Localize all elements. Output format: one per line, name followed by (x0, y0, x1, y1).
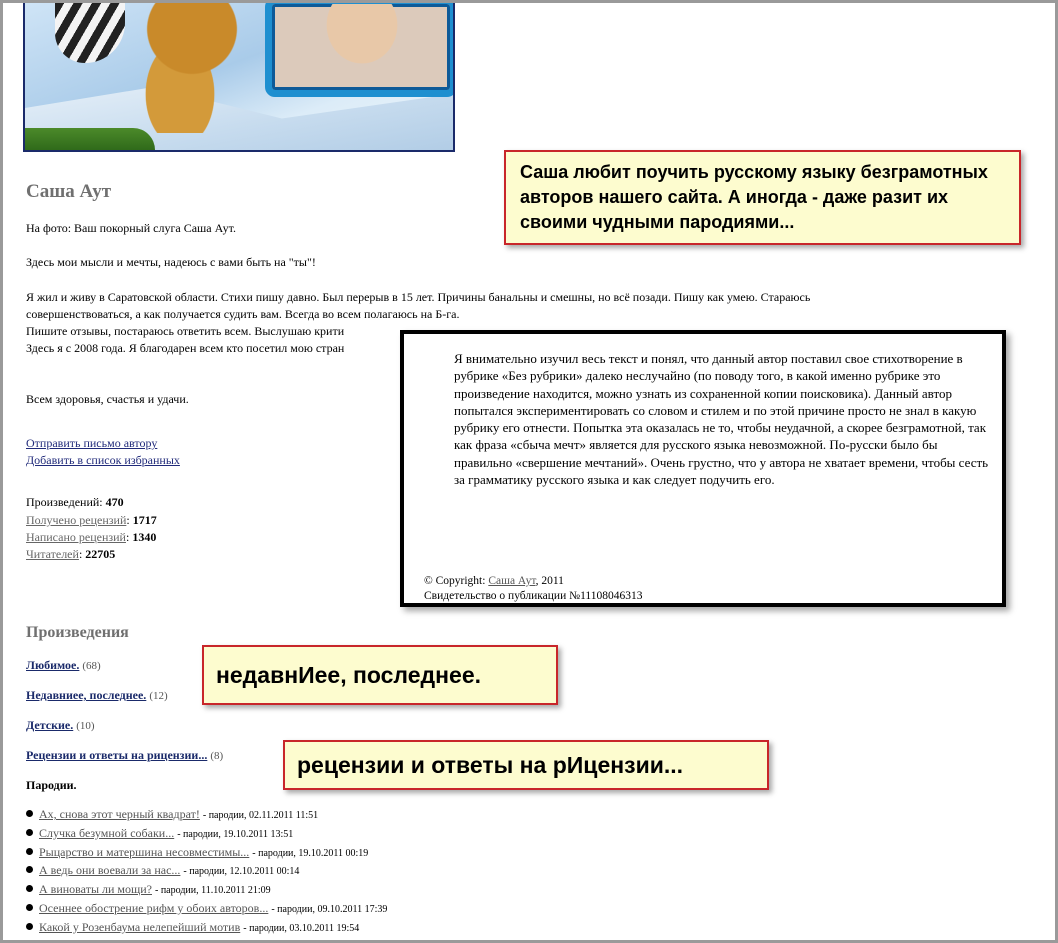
callout-top-note: Саша любит поучить русскому языку безграмотных авторов нашего сайта. А иногда - даже разит их своими чудными пародиями... (504, 150, 1021, 245)
stat-received: Получено рецензий: 1717 (26, 513, 157, 527)
photo-caption: На фото: Ваш покорный слуга Саша Аут. (26, 221, 237, 235)
category-recent (26, 688, 168, 703)
publication-certificate: Свидетельство о публикации №11108046313 (424, 590, 643, 602)
category-link[interactable]: Недавниее, последнее. (26, 688, 147, 702)
callout-reviews-note: рецензии и ответы на рИцензии... (283, 740, 769, 790)
list-item (26, 880, 387, 899)
send-letter-link[interactable]: Отправить письмо автору (26, 436, 158, 450)
photo-face (317, 4, 407, 74)
stat-written: Написано рецензий: 1340 (26, 530, 157, 544)
review-copyright: © Copyright: Саша Аут, 2011 Свидетельство о публикации №11108046313 (424, 575, 643, 602)
callout-recent-note: недавнИее, последнее. (202, 645, 558, 705)
list-item (26, 899, 387, 918)
parody-meta: - пародии, 11.10.2011 21:09 (155, 885, 271, 897)
bullet-icon (26, 848, 33, 855)
stat-readers-value: 22705 (85, 547, 116, 561)
readers-link[interactable]: Читателей (26, 547, 79, 561)
photo-grass (25, 128, 155, 150)
intro-text: Здесь мои мысли и мечты, надеюсь с вами быть на "ты"! (26, 255, 316, 269)
parody-link[interactable]: Осеннее обострение рифм у обоих авторов... (39, 900, 269, 915)
parody-link[interactable]: А виноваты ли мощи? (39, 882, 152, 897)
parody-section-title: Пародии. (26, 778, 77, 792)
list-item (26, 918, 387, 937)
category-count: (68) (82, 660, 101, 672)
copyright-prefix: © Copyright: (424, 575, 486, 587)
parody-link[interactable]: Рыцарство и матершина несовместимы... (39, 844, 250, 859)
category-reviews (26, 748, 223, 763)
parody-link[interactable]: Случка безумной собаки... (39, 825, 175, 840)
bullet-icon (26, 904, 33, 911)
parody-meta: - пародии, 03.10.2011 19:54 (243, 922, 360, 934)
author-name: Саша Аут (26, 181, 112, 202)
author-header-photo (23, 3, 455, 152)
parody-meta: - пародии, 19.10.2011 13:51 (177, 828, 294, 840)
parody-list (26, 805, 387, 937)
parody-meta: - пародии, 02.11.2011 11:51 (202, 810, 319, 821)
category-kids (26, 718, 95, 733)
parody-meta: - пародии, 12.10.2011 00:14 (183, 866, 300, 878)
bio-line-2: совершенствоваться, а как получается судить вам. Всегда во всем полагаюсь на Б-га. (26, 307, 460, 321)
parody-meta: - пародии, 09.10.2011 17:39 (271, 903, 388, 915)
copyright-author-link[interactable]: Саша Аут (488, 575, 536, 587)
photo-portrait-frame (265, 3, 455, 97)
parody-link[interactable]: Ах, снова этот черный квадрат! (39, 807, 200, 821)
stat-received-value: 1717 (132, 513, 157, 527)
bullet-icon (26, 885, 33, 892)
received-reviews-link[interactable]: Получено рецензий (26, 513, 127, 527)
list-item (26, 843, 387, 862)
stat-written-value: 1340 (132, 530, 157, 544)
parody-link[interactable]: Какой у Розенбаума нелепейший мотив (39, 919, 241, 934)
stat-works-label: Произведений: (26, 495, 103, 509)
stat-works (26, 494, 124, 510)
bullet-icon (26, 866, 33, 873)
review-quote-box (400, 330, 1006, 607)
written-reviews-link[interactable]: Написано рецензий (26, 530, 126, 544)
bullet-icon (26, 923, 33, 930)
add-favorites-link[interactable]: Добавить в список избранных (26, 453, 180, 467)
category-count: (8) (210, 750, 224, 762)
works-title: Произведения (26, 624, 129, 641)
bio-line-3: Пишите отзывы, постараюсь ответить всем. Выслушаю крити (26, 324, 345, 338)
category-link[interactable]: Рецензии и ответы на рицензии... (26, 748, 208, 762)
parody-meta: - пародии, 19.10.2011 00:19 (252, 847, 369, 859)
stat-works-value: 470 (105, 495, 124, 509)
photo-zebra (55, 3, 125, 63)
list-item (26, 805, 387, 824)
category-count: (12) (149, 690, 168, 702)
category-count: (10) (76, 720, 95, 732)
bullet-icon (26, 829, 33, 836)
category-link[interactable]: Детские. (26, 718, 74, 732)
photo-lion (120, 3, 240, 133)
parody-link[interactable]: А ведь они воевали за нас... (39, 863, 181, 878)
list-item (26, 861, 387, 880)
category-favorite (26, 658, 101, 673)
category-link[interactable]: Любимое. (26, 658, 80, 672)
stat-readers: Читателей: 22705 (26, 547, 116, 561)
wishes-text: Всем здоровья, счастья и удачи. (26, 392, 189, 406)
bio-line-1: Я жил и живу в Саратовской области. Стихи пишу давно. Был перерыв в 15 лет. Причины банальны и смешны, но всё позади. Пишу как умею. Стараюсь (26, 290, 811, 304)
bullet-icon (26, 810, 33, 817)
list-item (26, 824, 387, 843)
copyright-year: 2011 (541, 575, 564, 587)
review-text: Я внимательно изучил весь текст и понял, что данный автор поставил свое стихотворение в рубрике «Без рубрики» далеко неслучайно (по поводу того, в какой именно рубрике это произведение находится, можно узнать из сохраненной копии поисковика). Данный автор попытался экспериментировать со словом и стилем и по этой причине просто не знал в какую рубрику его отнести. Попытка эта оказалась не то, чтобы неудачной, а скорее безграмотной, так как фраза «сбыча мечт» является для русского языка невозможной. По-русски было бы правильно «свершение мечтаний». Очень грустно, что у автора не хватает времени, чтобы сесть за грамматику русского языка и как следует подучить его. (454, 351, 989, 488)
bio-line-4: Здесь я с 2008 года. Я благодарен всем кто посетил мою стран (26, 341, 345, 355)
